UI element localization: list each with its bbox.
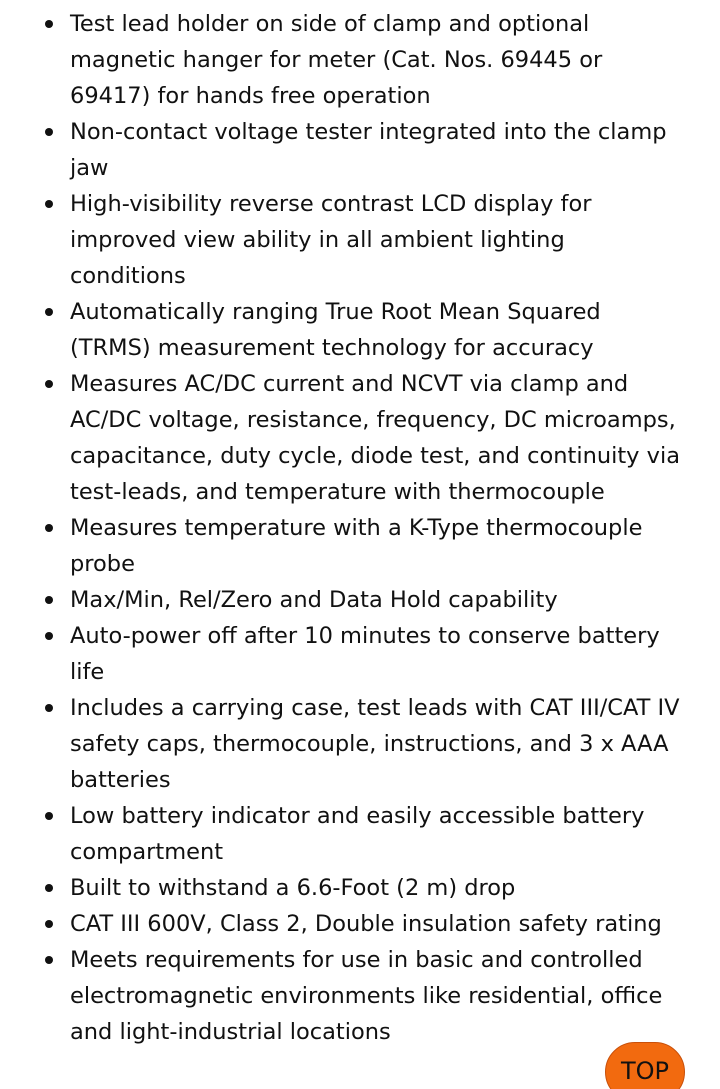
bullet-icon (45, 308, 53, 316)
list-item (0, 870, 720, 906)
feature-text: Auto-power off after 10 minutes to conserve battery life (70, 623, 660, 685)
feature-text: CAT III 600V, Class 2, Double insulation safety rating (70, 911, 662, 937)
bullet-icon (45, 380, 53, 388)
feature-text: Meets requirements for use in basic and controlled electromagnetic environments like residential, office and light-industrial locations (70, 947, 663, 1045)
list-item (0, 186, 720, 294)
feature-text: Test lead holder on side of clamp and optional magnetic hanger for meter (Cat. Nos. 69445 or 69417) for hands free operation (70, 11, 603, 109)
list-item (0, 798, 720, 870)
bullet-icon (45, 128, 53, 136)
list-item (0, 618, 720, 690)
list-item (0, 510, 720, 582)
feature-text: High-visibility reverse contrast LCD display for improved view ability in all ambient lighting conditions (70, 191, 592, 289)
feature-text: Built to withstand a 6.6-Foot (2 m) drop (70, 875, 516, 901)
list-item (0, 582, 720, 618)
feature-text: Includes a carrying case, test leads with CAT III/CAT IV safety caps, thermocouple, instructions, and 3 x AAA batteries (70, 695, 680, 793)
list-item (0, 906, 720, 942)
list-item (0, 6, 720, 114)
bullet-icon (45, 596, 53, 604)
bullet-icon (45, 20, 53, 28)
bullet-icon (45, 200, 53, 208)
bullet-icon (45, 812, 53, 820)
feature-text: Max/Min, Rel/Zero and Data Hold capability (70, 587, 558, 613)
feature-text: Low battery indicator and easily accessible battery compartment (70, 803, 645, 865)
feature-text: Automatically ranging True Root Mean Squared (TRMS) measurement technology for accuracy (70, 299, 601, 361)
feature-text: Non-contact voltage tester integrated into the clamp jaw (70, 119, 667, 181)
back-to-top-button[interactable]: TOP (605, 1042, 685, 1089)
bullet-icon (45, 884, 53, 892)
feature-text: Measures AC/DC current and NCVT via clamp and AC/DC voltage, resistance, frequency, DC microamps, capacitance, duty cycle, diode test, and continuity via test-leads, and temperature with thermocouple (70, 371, 680, 505)
bullet-icon (45, 704, 53, 712)
feature-text: Measures temperature with a K-Type thermocouple probe (70, 515, 643, 577)
list-item (0, 366, 720, 510)
bullet-icon (45, 956, 53, 964)
list-item (0, 294, 720, 366)
list-item (0, 114, 720, 186)
bullet-icon (45, 524, 53, 532)
bullet-icon (45, 920, 53, 928)
bullet-icon (45, 632, 53, 640)
list-item (0, 690, 720, 798)
list-item (0, 942, 720, 1050)
